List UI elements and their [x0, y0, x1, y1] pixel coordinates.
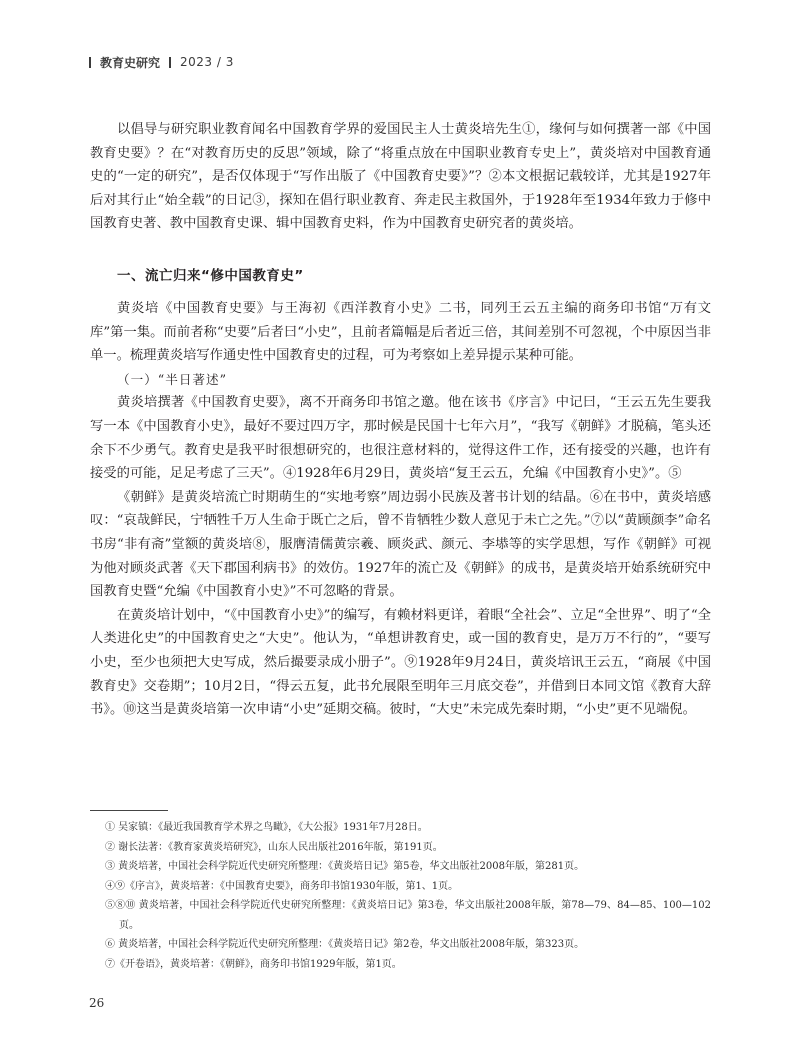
- issue-number: 2023 / 3: [180, 55, 234, 69]
- footnote: ⑦《开卷语》，黄炎培著：《朝鲜》，商务印书馆1929年版，第1页。: [105, 958, 402, 970]
- footnote: ⑤⑧⑩ 黄炎培著，中国社会科学院近代史研究所整理：《黄炎培日记》第3卷，华文出版社2008年版，第78—79、84—85、100—102页。: [105, 900, 711, 931]
- body-paragraph: 《朝鲜》是黄炎培流亡时期萌生的“实地考察”周边弱小民族及著书计划的结晶。⑥在书中，黄炎培感叹：“哀哉鲜民，宁牺牲千万人生命于既亡之后，曾不肯牺牲少数人意见于未亡之先。”⑦以“黄顾颜李”命名书房“非有斋”堂额的黄炎培⑧，服膺清儒黄宗羲、顾炎武、颜元、李塨等的实学思想，写作《朝鲜》可视为他对顾炎武著《天下郡国利病书》的效仿。1927年的流亡及《朝鲜》的成书，是黄炎培开始系统研究中国教育史暨“允编《中国教育小史》”不可忽略的背景。: [90, 489, 711, 600]
- page-number: 26: [89, 996, 105, 1010]
- footnote: ① 吴家镇：《最近我国教育学术界之鸟瞰》，《大公报》1931年7月28日。: [105, 822, 428, 833]
- section-body: [90, 297, 711, 722]
- intro-paragraph: 以倡导与研究职业教育闻名中国教育学界的爱国民主人士黄炎培先生①，缘何与如何撰著一部《中国教育史要》？在“对教育历史的反思”领域，除了“将重点放在中国职业教育专史上”，黄炎培对中国教育通史的“一定的研究”，是否仅体现于“写作出版了《中国教育史要》”？②本文根据记载较详，尤其是1927年后对其行止“始全载”的日记③，探知在倡行职业教育、奔走民主救国外，于1928年至1934年致力于修中国教育史著、教中国教育史课、辑中国教育史料，作为中国教育史研究者的黄炎培。: [90, 122, 711, 232]
- footnote: ⑥ 黄炎培著，中国社会科学院近代史研究所整理：《黄炎培日记》第2卷，华文出版社2008年版，第323页。: [105, 939, 585, 950]
- body-paragraph: 黄炎培《中国教育史要》与王海初《西洋教育小史》二书，同列王云五主编的商务印书馆“万有文库”第一集。而前者称“史要”后者曰“小史”，且前者篇幅是后者近三倍，其间差别不可忽视，个中原因当非单一。梳理黄炎培写作通史性中国教育史的过程，可为考察如上差异提示某种可能。: [90, 301, 711, 364]
- footnote: ④⑨《序言》，黄炎培著：《中国教育史要》，商务印书馆1930年版，第1、1页。: [105, 880, 459, 892]
- footnote: ② 谢长法著：《教育家黄炎培研究》，山东人民出版社2016年版，第191页。: [105, 841, 443, 853]
- footnote: ③ 黄炎培著，中国社会科学院近代史研究所整理：《黄炎培日记》第5卷，华文出版社2008年版，第281页。: [105, 861, 585, 872]
- subsection-heading: （一）“半日著述”: [117, 371, 228, 387]
- section-heading: 一、流亡归来“修中国教育史”: [117, 268, 304, 284]
- journal-title: 教育史研究: [100, 55, 161, 70]
- body-paragraph: 黄炎培撰著《中国教育史要》，离不开商务印书馆之邀。他在该书《序言》中记曰，“王云五先生要我写一本《中国教育小史》，最好不要过四万字，那时候是民国十七年六月”，“我写《朝鲜》才脱稿，笔头还余下不少勇气。教育史是我平时很想研究的，也很注意材料的，觉得这件工作，还有接受的兴趣，也许有接受的可能，足足考虑了三天”。④1928年6月29日，黄炎培“复王云五，允编《中国教育小史》”。⑤: [90, 395, 711, 482]
- body-paragraph: 在黄炎培计划中，“《中国教育小史》”的编写，有赖材料更详，着眼“全社会”、立足“全世界”、明了“全人类进化史”的中国教育史之“大史”。他认为，“单想讲教育史，或一国的教育史，是万万不行的”，“要写小史，至少也须把大史写成，然后撮要录成小册子”。⑨1928年9月24日，黄炎培讯王云五，“商展《中国教育史》交卷期”；10月2日，“得云五复，此书允展限至明年三月底交卷”，并借到日本同文馆《教育大辞书》。⑩这当是黄炎培第一次申请“小史”延期交稿。彼时，“大史”未完成先秦时期，“小史”更不见端倪。: [90, 607, 711, 718]
- running-head: [89, 53, 234, 71]
- header-rule-left: [89, 57, 91, 68]
- header-rule-right: [169, 57, 171, 68]
- intro-block: [90, 118, 711, 236]
- footnote-divider: [90, 810, 168, 811]
- footnotes: [90, 818, 711, 974]
